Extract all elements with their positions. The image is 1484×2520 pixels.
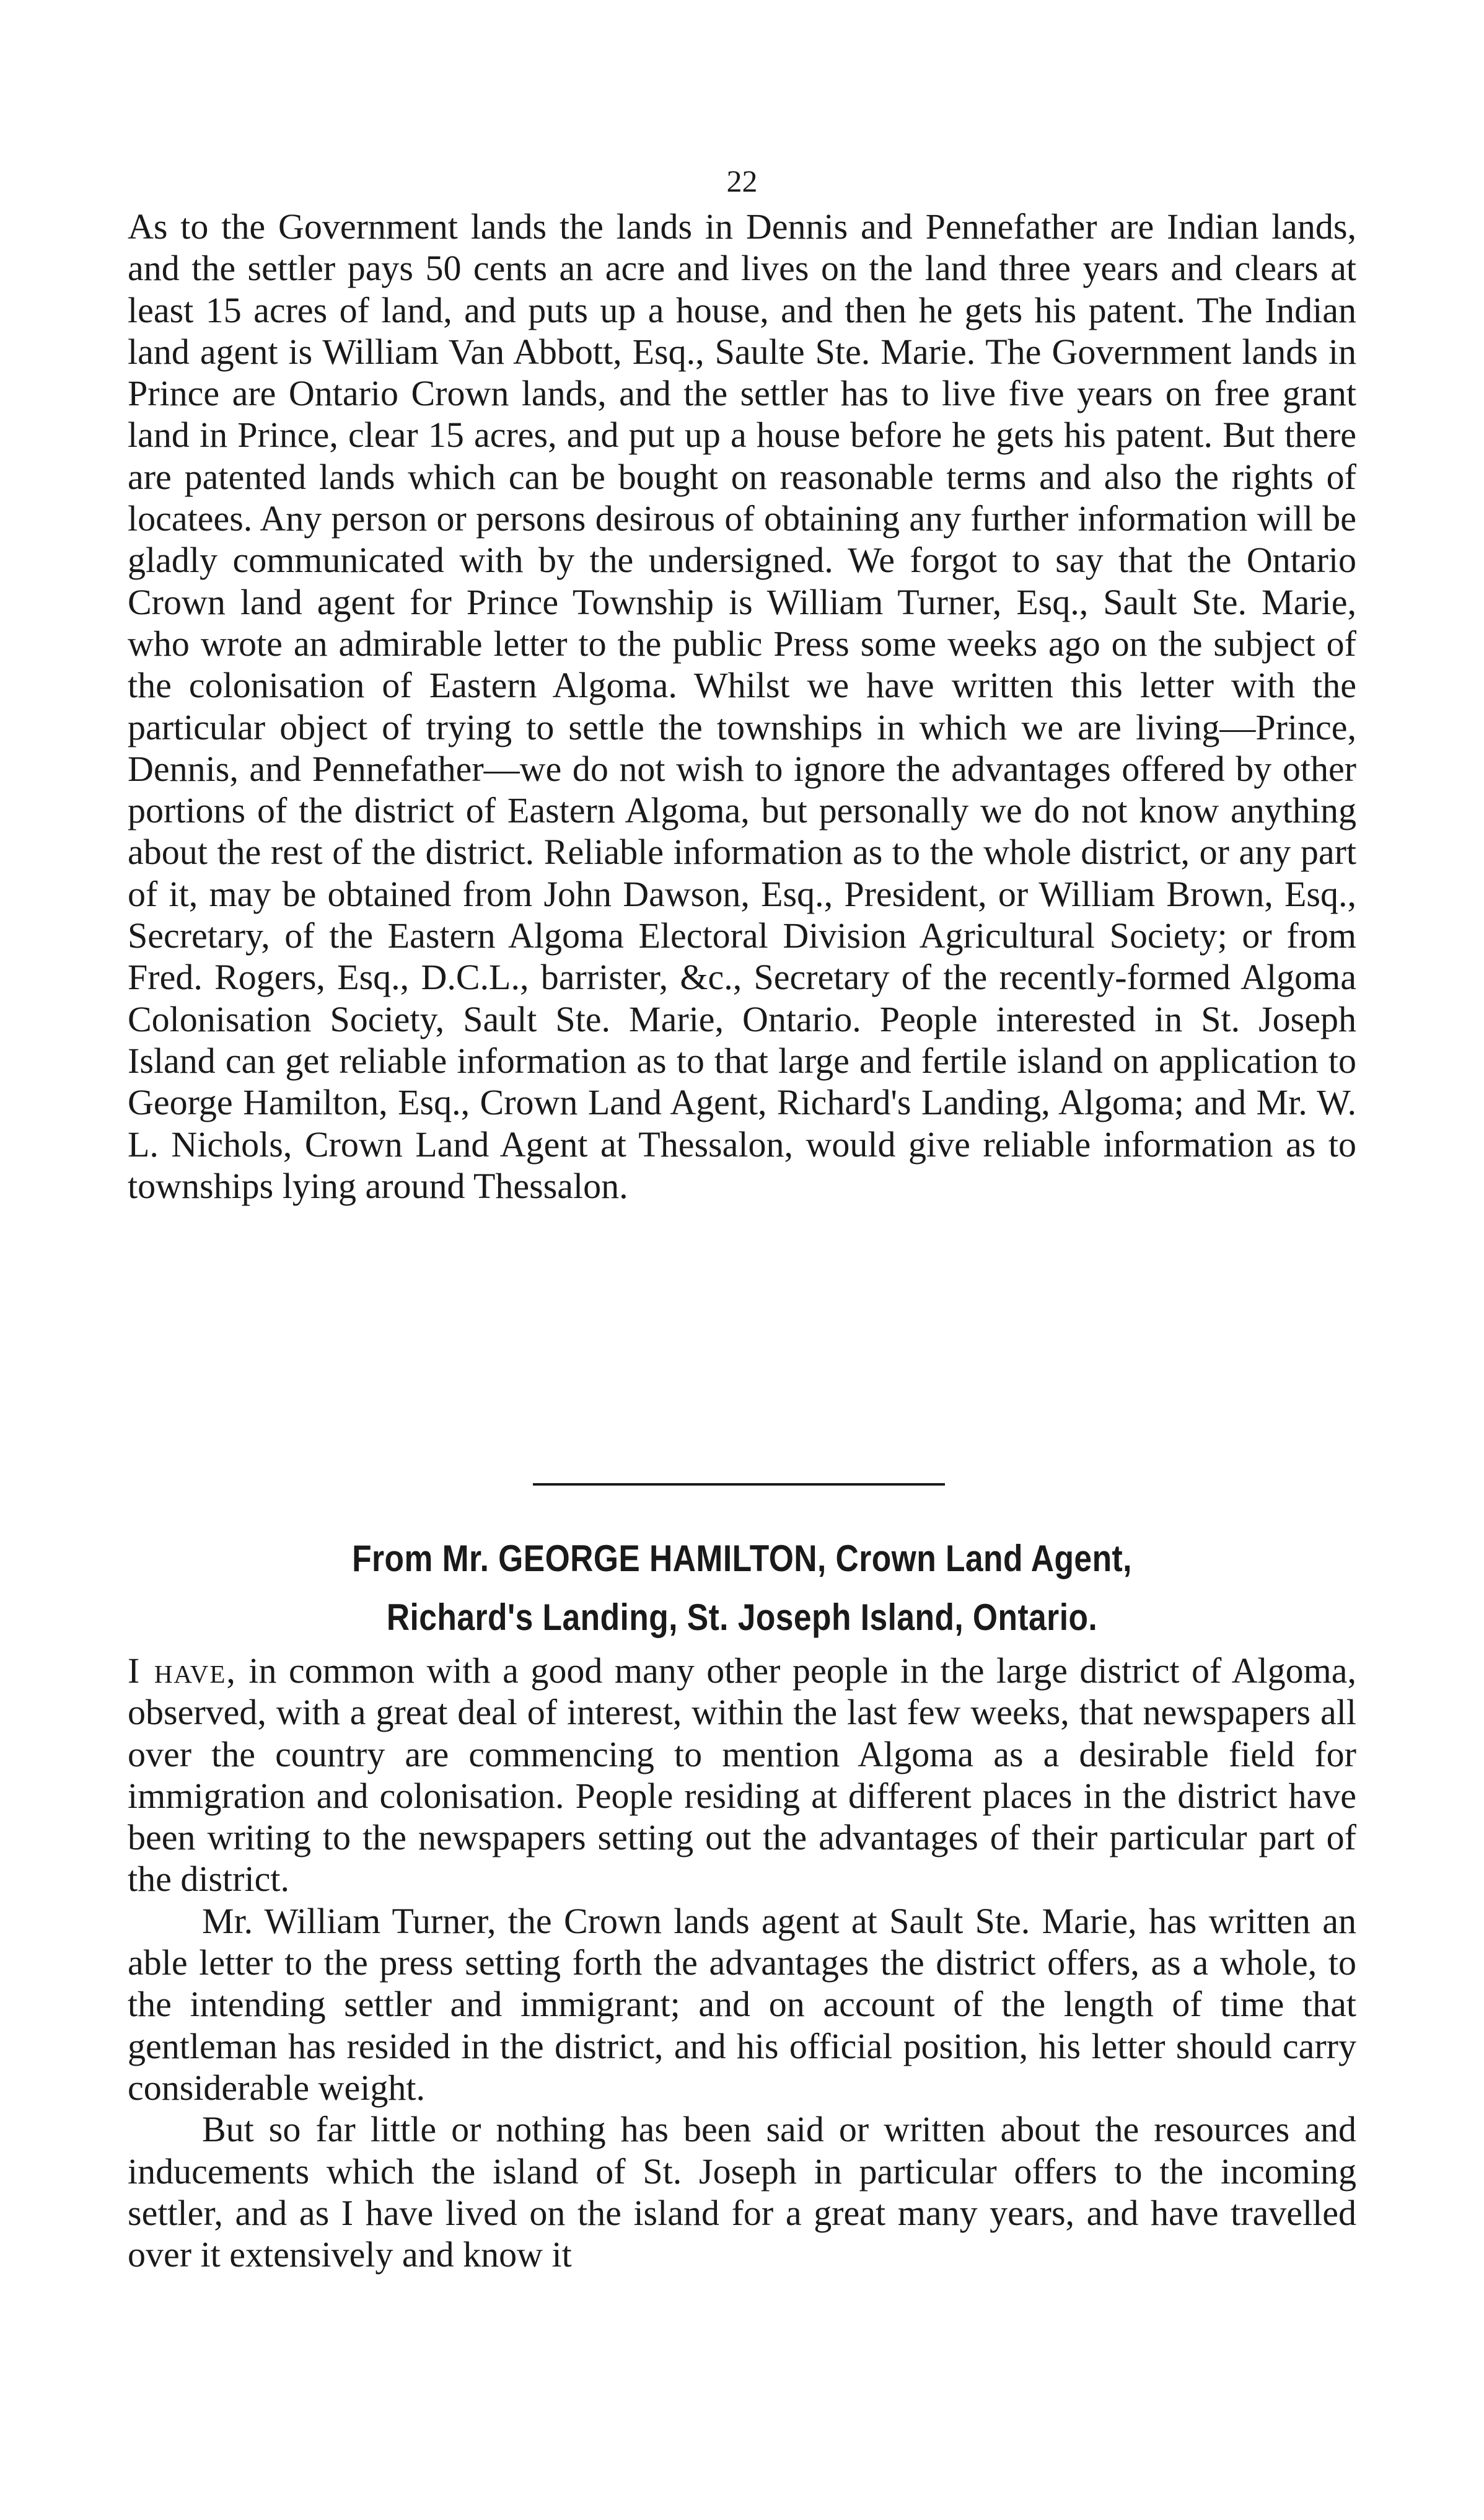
letter-paragraph-3: But so far little or nothing has been said or written about the resources and inducements which the island of St. Joseph in particular offers to the incoming settler, and as I have lived on the island for a great many years, and have travelled over it extensively and know it: [128, 2109, 1356, 2275]
letter-body: [128, 1650, 1356, 2275]
letter-paragraph-1: [128, 1650, 1356, 1900]
page-number: 22: [726, 164, 758, 198]
letter-heading-line-1: From Mr. GEORGE HAMILTON, Crown Land Agent,: [352, 1538, 1132, 1579]
letter-paragraph-1-text: in common with a good many other people in the large district of Algoma, observed, with a great deal of interest, within the last few weeks, that newspapers all over the country are commencing to mention Algoma as a desirable field for immigration and colonisation. People residing at different places in the district have been writing to the newspapers setting out the advantages of their particular part of the district.: [128, 1650, 1356, 1900]
section-divider: [533, 1483, 945, 1486]
body-paragraph: As to the Government lands the lands in Dennis and Pennefather are Indian lands, and the settler pays 50 cents an acre and lives on the land three years and clears at least 15 acres of land, and puts up a house, and then he gets his patent. The Indian land agent is William Van Abbott, Esq., Saulte Ste. Marie. The Government lands in Prince are Ontario Crown lands, and the settler has to live five years on free grant land in Prince, clear 15 acres, and put up a house before he gets his patent. But there are patented lands which can be bought on reasonable terms and also the rights of locatees. Any person or persons desirous of obtaining any further information will be gladly communicated with by the undersigned. We forgot to say that the Ontario Crown land agent for Prince Township is William Turner, Esq., Sault Ste. Marie, who wrote an admirable letter to the public Press some weeks ago on the subject of the colonisation of Eastern Algoma. Whilst we have written this letter with the particular object of trying to settle the townships in which we are living—Prince, Dennis, and Pennefather—we do not wish to ignore the advantages offered by other portions of the district of Eastern Algoma, but personally we do not know anything about the rest of the district. Reliable information as to the whole district, or any part of it, may be obtained from John Dawson, Esq., President, or William Brown, Esq., Secretary, of the Eastern Algoma Electoral Division Agricultural Society; or from Fred. Rogers, Esq., D.C.L., barrister, &c., Secretary of the recently-formed Algoma Colonisation Society, Sault Ste. Marie, Ontario. People interested in St. Joseph Island can get reliable information as to that large and fertile island on application to George Hamilton, Esq., Crown Land Agent, Richard's Landing, Algoma; and Mr. W. L. Nichols, Crown Land Agent at Thessalon, would give reliable information as to townships lying around Thessalon.: [128, 206, 1356, 1206]
opening-word: I have,: [128, 1650, 237, 1691]
letter-paragraph-2: Mr. William Turner, the Crown lands agent at Sault Ste. Marie, has written an able letter to the press setting forth the advantages the district offers, as a whole, to the intending settler and immigrant; and on account of the length of time that gentleman has resided in the district, and his official position, his letter should carry considerable weight.: [128, 1900, 1356, 2108]
letter-heading-line-2: Richard's Landing, St. Joseph Island, Ontario.: [386, 1597, 1098, 1638]
